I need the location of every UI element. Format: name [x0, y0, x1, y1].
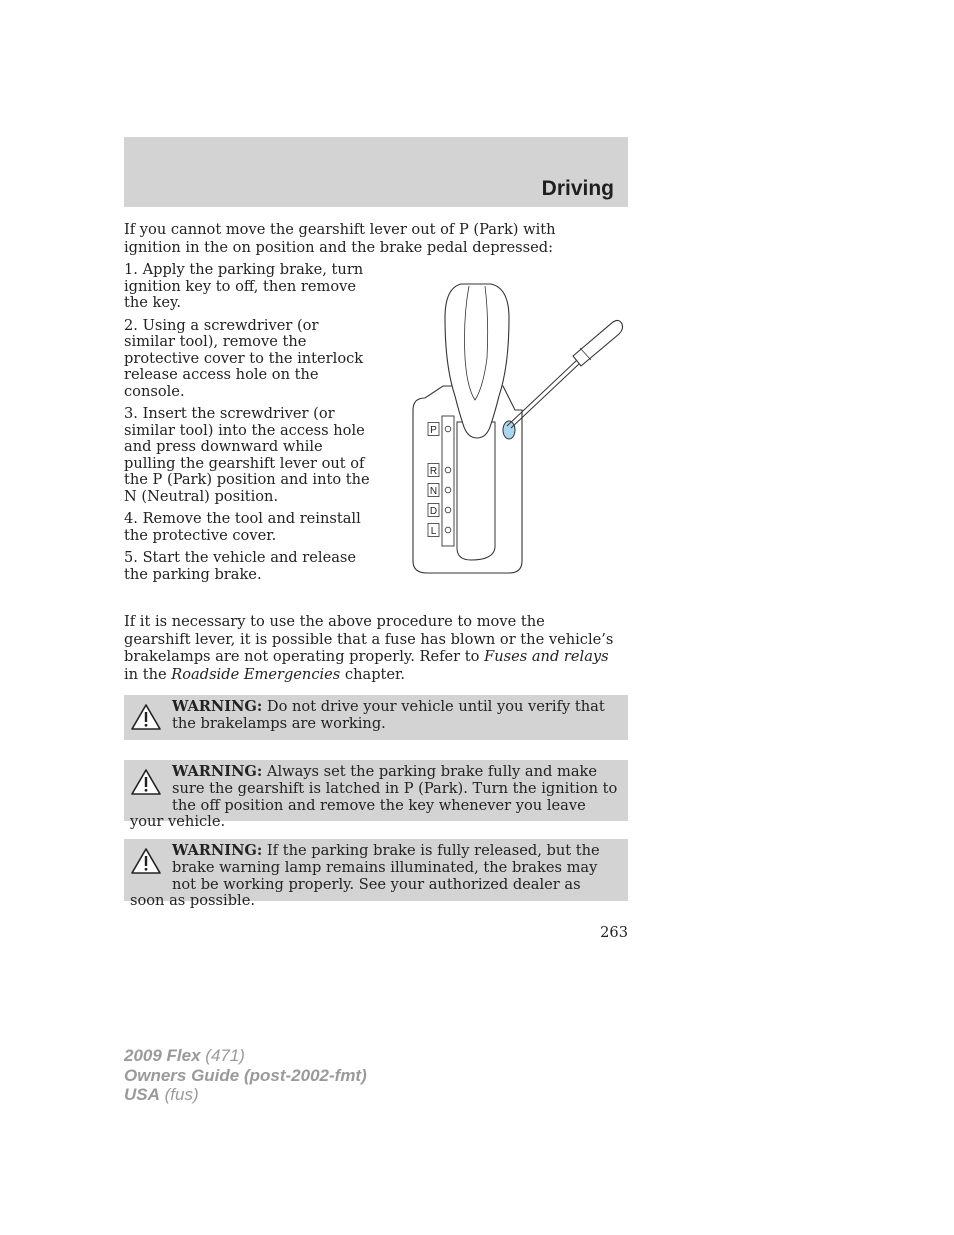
warning-triangle-icon — [130, 768, 162, 796]
gear-label-l: L — [430, 526, 437, 537]
followup-text-3: chapter. — [340, 665, 406, 683]
step-2: 2. Using a screwdriver (or similar tool), remove the protective cover to the interlock release access hole on the console. — [124, 316, 364, 400]
followup-text-1: If it is necessary to use the above procedure to move the gearshift lever, it is possible that a fuse has blown or the vehicle’s brakelamps are not operating properly. Refer to — [124, 613, 614, 665]
step-4: 4. Remove the tool and reinstall the protective cover. — [124, 510, 361, 544]
gearshift-console-drawing — [405, 278, 630, 578]
warning-box-1 — [124, 695, 628, 740]
screwdriver-handle — [573, 320, 623, 366]
gear-dot-l — [445, 527, 451, 533]
indicator-strip — [442, 416, 454, 546]
gear-dot-p — [445, 426, 451, 432]
footer-market: USA — [124, 1085, 160, 1104]
warning-text: Do not drive your vehicle until you verify that the brakelamps are working. — [172, 698, 605, 732]
footer-line-1 — [124, 1046, 367, 1066]
roadside-emergencies-reference: Roadside Emergencies — [171, 665, 341, 683]
gate-slot — [457, 422, 495, 560]
gear-dot-d — [445, 507, 451, 513]
footer-market-code: (fus) — [159, 1085, 199, 1104]
followup-text-2: in the — [124, 665, 172, 683]
footer-line-3 — [124, 1085, 367, 1105]
footer-guide: Owners Guide (post-2002-fmt) — [124, 1065, 367, 1085]
screwdriver-shaft-2 — [511, 363, 580, 428]
gear-label-p: P — [430, 425, 437, 436]
warning-box-2 — [124, 760, 628, 831]
followup-paragraph — [124, 613, 614, 683]
gear-label-n: N — [429, 486, 438, 497]
section-title: Driving — [541, 177, 614, 200]
page-number: 263 — [600, 924, 628, 941]
warning-box-3 — [124, 839, 628, 910]
warning-triangle-icon — [130, 703, 162, 731]
document-footer — [124, 1046, 367, 1105]
step-5: 5. Start the vehicle and release the parking brake. — [124, 549, 357, 583]
gear-dot-r — [445, 467, 451, 473]
warning-label: WARNING: — [172, 842, 263, 859]
warning-text: If the parking brake is fully released, but the brake warning lamp remains illuminated, the brakes may not be working properly. See your authorized dealer as soon as possible. — [130, 842, 600, 910]
procedure-steps — [124, 262, 374, 589]
step-3: 3. Insert the screwdriver (or similar tool) into the access hole and press downward while pulling the gearshift lever out of the P (Park) position and into the N (Neutral) position. — [124, 405, 370, 505]
warning-label: WARNING: — [172, 698, 263, 715]
screwdriver-shaft — [507, 360, 577, 426]
footer-model: 2009 Flex — [124, 1046, 201, 1065]
gear-dot-n — [445, 487, 451, 493]
footer-model-code: (471) — [200, 1046, 245, 1065]
gearshift-illustration — [405, 278, 630, 578]
gear-label-r: R — [429, 466, 438, 477]
step-1: 1. Apply the parking brake, turn ignition key to off, then remove the key. — [124, 261, 364, 311]
warning-triangle-icon — [130, 847, 162, 875]
fuses-relays-reference: Fuses and relays — [484, 648, 609, 665]
warning-label: WARNING: — [172, 763, 263, 780]
section-header-band — [124, 137, 628, 207]
intro-paragraph: If you cannot move the gearshift lever out of P (Park) with ignition in the on position and the brake pedal depressed: — [124, 221, 556, 256]
warning-text: Always set the parking brake fully and make sure the gearshift is latched in P (Park). Turn the ignition to the off position and remove the key whenever you leave your vehicle. — [130, 763, 618, 831]
gear-label-d: D — [429, 506, 438, 517]
footer-line-2 — [124, 1066, 367, 1086]
